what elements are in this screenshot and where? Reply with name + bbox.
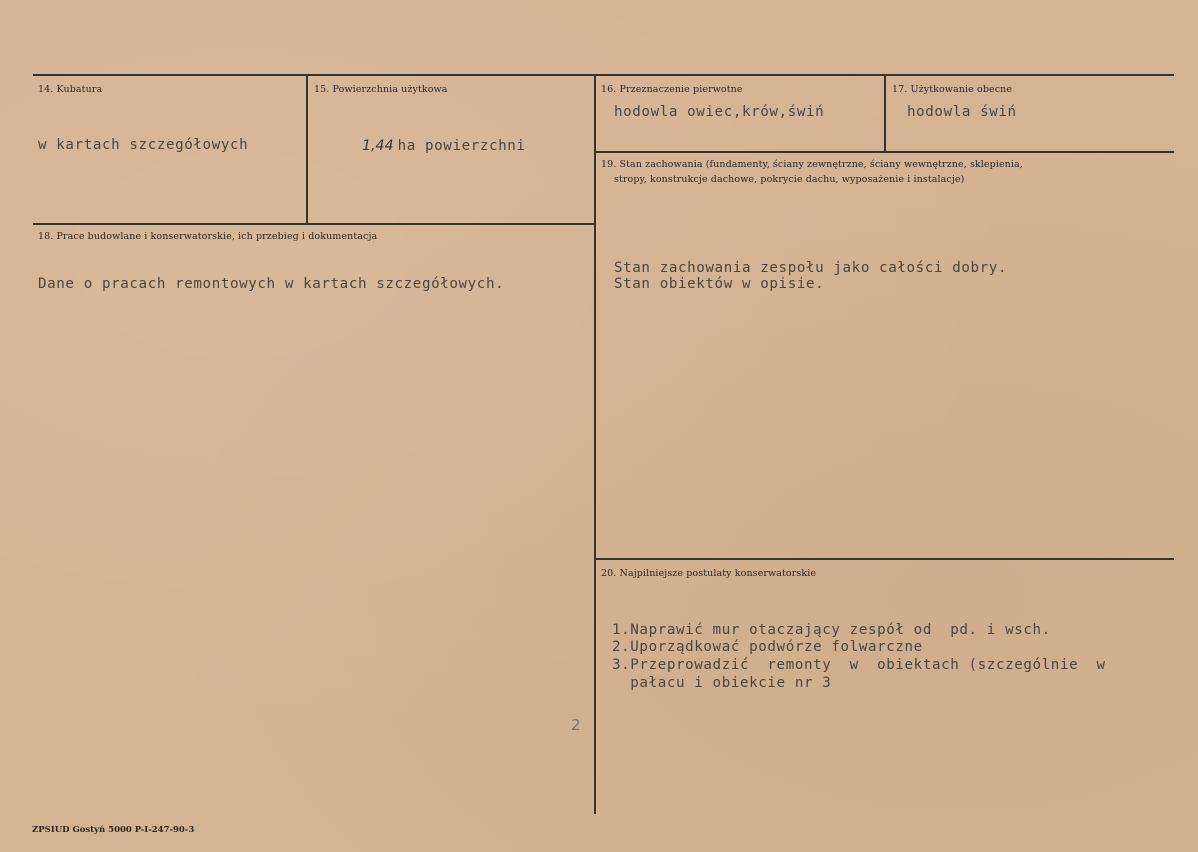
field-15-value-line [362, 138, 526, 154]
field-15-value: ha powierzchni [397, 138, 526, 154]
postulate-item-3: 3.Przeprowadzić remonty w obiektach (szczególnie w [612, 657, 1106, 673]
field-15-handwritten-value: 1,44 [362, 138, 394, 154]
divider-15-16 [594, 75, 596, 814]
field-18-label: 18. Prace budowlane i konserwatorskie, ich przebieg i dokumentacja [38, 231, 378, 242]
divider-16-17 [884, 75, 886, 152]
field-17-value: hodowla świń [907, 104, 1017, 120]
field-19-value-line2: Stan obiektów w opisie. [614, 276, 825, 292]
page-number: 2 [571, 716, 581, 734]
top-rule [33, 74, 1174, 76]
postulate-item-2: 2.Uporządkować podwórze folwarczne [612, 639, 923, 655]
field-19-label-line1: 19. Stan zachowania (fundamenty, ściany zewnętrzne, ściany wewnętrzne, sklepienia, [601, 159, 1023, 170]
field-14-label: 14. Kubatura [38, 84, 103, 95]
field-19-value-line1: Stan zachowania zespołu jako całości dobry. [614, 260, 1008, 276]
field-19-label-line2: stropy, konstrukcje dachowe, pokrycie dachu, wyposażenie i instalacje) [614, 174, 965, 185]
rule-under-16-17 [595, 151, 1174, 153]
field-15-label: 15. Powierzchnia użytkowa [314, 84, 448, 95]
postulate-item-1: 1.Naprawić mur otaczający zespół od pd. i wsch. [612, 622, 1051, 638]
field-14-value: w kartach szczegółowych [38, 137, 249, 153]
field-20-label: 20. Najpilniejsze postulaty konserwatorskie [601, 568, 817, 579]
field-18-value: Dane o pracach remontowych w kartach szczegółowych. [38, 276, 505, 292]
field-16-label: 16. Przeznaczenie pierwotne [601, 84, 743, 95]
postulate-item-3-continued: pałacu i obiekcie nr 3 [612, 675, 832, 691]
rule-above-20 [595, 558, 1174, 560]
rule-under-14-15 [33, 223, 595, 225]
field-17-label: 17. Użytkowanie obecne [892, 84, 1013, 95]
divider-14-15 [306, 75, 308, 225]
field-16-value: hodowla owiec,krów,świń [614, 104, 825, 120]
printer-imprint: ZPSIUD Gostyń 5000 P-I-247-90-3 [32, 825, 195, 835]
